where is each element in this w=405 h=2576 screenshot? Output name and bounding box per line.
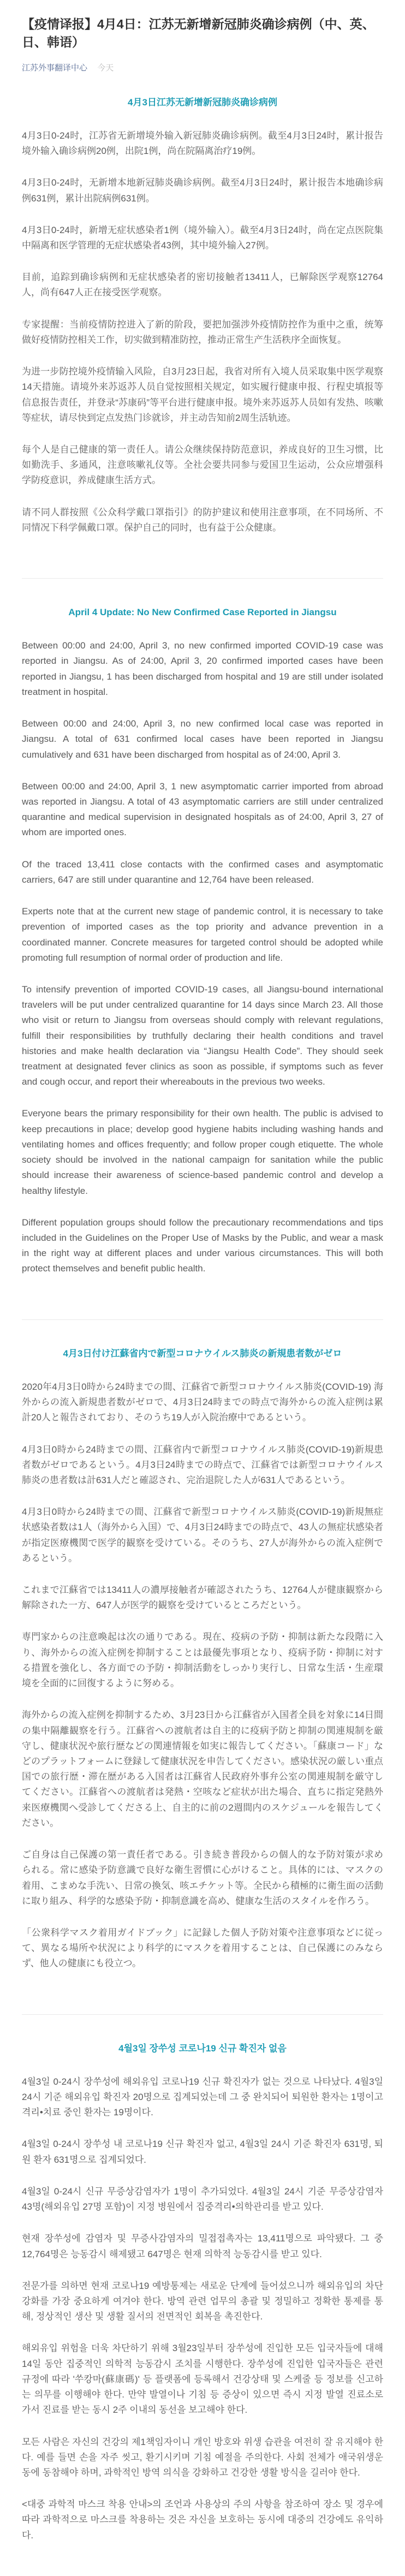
body-paragraph: 4月3日0-24时，无新增本地新冠肺炎确诊病例。截至4月3日24时，累计报告本地确诊病例631例，累计出院病例631例。 xyxy=(22,177,383,204)
article-section xyxy=(22,578,383,1277)
section-heading: 4月3日江苏无新增新冠肺炎确诊病例 xyxy=(128,97,277,108)
body-paragraph: 4月3日0時から24時までの間、江蘇省で新型コロナウイルス肺炎(COVID-19)新規無症状感染者数は1人（海外から入国）で、4月3日24時までの時点で、43人の無症状感染者が指定医療機関で医学的観察を受けている。そのうち、27人が海外からの流入症例であるという。 xyxy=(22,1507,383,1563)
body-paragraph: 현재 장쑤성에 감염자 및 무증사감염자의 밀접접촉자는 13,411명으로 파악됐다. 그 중 12,764명은 능동감시 해제됐고 647명은 현재 의학적 능동감시를 받고 있다. xyxy=(22,2233,383,2259)
body-paragraph: 2020年4月3日0時から24時までの間、江蘇省で新型コロナウイルス肺炎(COVID-19) 海外からの流入新規患者数がゼロで、4月3日24時までの時点で海外からの流入症例は累計20人と報告されており、そのうち19人が入院治療中であるという。 xyxy=(22,1381,383,1423)
article-section xyxy=(22,1319,383,1972)
body-paragraph: 4月3日0-24时，江苏省无新增境外输入新冠肺炎确诊病例。截至4月3日24时，累计报告境外输入确诊病例20例，出院1例，尚在院隔离治疗19例。 xyxy=(22,130,383,157)
body-paragraph: 4月3日0時から24時までの間、江蘇省内で新型コロナウイルス肺炎(COVID-19)新規患者数がゼロであるという。4月3日24時までの時点で、江蘇省では新型コロナウイルス肺炎の患者数は計631人だと確認され、完治退院した人が631人であるという。 xyxy=(22,1444,383,1485)
section-paragraphs xyxy=(22,1379,383,1972)
body-paragraph: Different population groups should follow the precautionary recommendations and tips included in the Guidelines on the Proper Use of Masks by the Public, and wear a mask in the right way at different places and under various circumstances. This will both protect themselves and benefit public health. xyxy=(22,1217,383,1274)
body-paragraph: 「公衆科学マスク着用ガイドブック」に記録した個人予防対策や注意事項などに従って、異なる場所や状況により科学的にマスクを着用することは、自己保護にのみならず、他人の健康にも役立つ。 xyxy=(22,1927,383,1969)
body-paragraph: ご自身は自己保護の第一責任者である。引き続き普段からの個人的な予防対策が求められる。常に感染予防意識で良好な衛生習慣に心がけること。具体的には、マスクの着用、こまめな手洗い、日常の換気、咳エチケット等。全民から積極的に衛生面の活動に取り組み、科学的な感染予防・抑制意識を高め、健康な生活のスタイルを作ろう。 xyxy=(22,1849,383,1906)
section-heading: 4月3日付け江蘇省内で新型コロナウイルス肺炎の新規患者数がゼロ xyxy=(63,1348,342,1359)
body-paragraph: 전문가를 의하면 현재 코로나19 예방통제는 새로운 단계에 들어섰으니까 해외유입의 차단 강화를 가장 중요하게 여겨야 한다. 방역 관련 업무의 총괄 및 정밀하고 정확한 통제를 통해, 정상적인 생산 및 생활 질서의 전면적인 회복을 촉진한다. xyxy=(22,2280,383,2322)
section-divider xyxy=(22,2014,383,2015)
body-paragraph: Everyone bears the primary responsibility for their own health. The public is advised to keep precautions in place; develop good hygiene habits including washing hands and ventilating homes and offices frequently; and follow proper cough etiquette. The whole society should be involved in the national campaign for sanitation while the public should increase their awareness of science-based pandemic control and develop a healthy lifestyle. xyxy=(22,1108,383,1196)
byline xyxy=(22,62,383,73)
body-paragraph: 4월3일 0-24시 장쑤성 내 코로나19 신규 확진자 없고, 4월3일 24시 기준 확진자 631명, 퇴원 환자 631명으로 집계되었다. xyxy=(22,2139,383,2165)
section-heading: 4월3일 장쑤성 코로나19 신규 확진자 없음 xyxy=(118,2043,287,2054)
body-paragraph: Experts note that at the current new stage of pandemic control, it is necessary to take prevention of imported cases as the top priority and advance prevention in a coordinated manner. Concrete measures for targeted control should be adopted while promoting full resumption of normal order of production and life. xyxy=(22,906,383,963)
body-paragraph: Between 00:00 and 24:00, April 3, no new confirmed imported COVID-19 case was reported in Jiangsu. As of 24:00, April 3, 20 confirmed imported cases have been reported in Jiangsu, 1 has been discharged from hospital and 19 are still under isolated treatment in hospital. xyxy=(22,640,383,697)
body-paragraph: 为进一步防控境外疫情输入风险，自3月23日起，我省对所有入境人员采取集中医学观察14天措施。请境外来苏返苏人员自觉按照相关规定，如实履行健康申报、行程史填报等信息报告责任，并登录“苏康码”等平台进行健康申报。境外来苏返苏人员如有发热、咳嗽等症状，请尽快到定点发热门诊就诊，并主动告知前2周生活轨迹。 xyxy=(22,366,383,423)
body-paragraph: 4월3일 0-24시 신규 무증상감염자가 1명이 추가되었다. 4월3일 24시 기준 무증상감염자 43명(해외유입 27명 포함)이 지정 병원에서 집중격리•의학관리를 받고 있다. xyxy=(22,2186,383,2212)
article-section xyxy=(22,95,383,536)
body-paragraph: 4월3일 0-24시 장쑤성에 해외유입 코로나19 신규 확진자가 없는 것으로 나타났다. 4월3일 24시 기준 해외유입 확진자 20명으로 집계되었는데 그 중 완치되어 퇴원한 환자는 1명이고 격리•치료 중인 환자는 19명이다. xyxy=(22,2076,383,2118)
section-heading: April 4 Update: No New Confirmed Case Reported in Jiangsu xyxy=(68,607,337,618)
body-paragraph: 海外からの流入症例を抑制するため、3月23日から江蘇省が入国者全員を対象に14日間の集中隔離観察を行う。江蘇省への渡航者は自主的に疫病予防と抑制の関連規制を厳守し、健康状況や旅行歴などの関連情報を如実に報告してください。「蘇康コード」などのプラットフォームに登録して健康状況を申告してください。感染状況の厳しい重点国での旅行歴・滞在歴がある入国者は江蘇省人民政府外事弁公室の関連規制を厳守してください。江蘇省への渡航者は発熱・空咳など症状が出た場合、直ちに指定発熱外来医療機関へ受診してくださる上、自主的に前の2週間内のスケジュールを報告してください。 xyxy=(22,1710,383,1828)
body-paragraph: Between 00:00 and 24:00, April 3, no new confirmed local case was reported in Jiangsu. A total of 631 confirmed local cases have been reported in Jiangsu cumulatively and 631 have been discharged from hospital as of 24:00, April 3. xyxy=(22,718,383,760)
body-paragraph: Between 00:00 and 24:00, April 3, 1 new asymptomatic carrier imported from abroad was reported in Jiangsu. A total of 43 asymptomatic carriers are still under centralized quarantine and medical supervision in designated hospitals as of 24:00, April 3, 27 of whom are imported ones. xyxy=(22,781,383,838)
section-divider xyxy=(22,578,383,579)
body-paragraph: Of the traced 13,411 close contacts with the confirmed cases and asymptomatic carriers, 647 are still under quarantine and 12,764 have been released. xyxy=(22,859,383,885)
article-title: 【疫情译报】4月4日：江苏无新增新冠肺炎确诊病例（中、英、日、韩语） xyxy=(22,17,375,50)
body-paragraph: これまで江蘇省では13411人の濃厚接触者が確認されたうち、12764人が健康観察から解除された一方、647人が医学的観察を受けているところだという。 xyxy=(22,1585,383,1611)
body-paragraph: 모든 사람은 자신의 건강의 제1책임자이니 개인 방호와 위생 습관을 여전히 잘 유지해야 한다. 예를 들면 손을 자주 씻고, 환기시키며 기침 예절을 주의한다. 사회 전체가 애국위생운동에 동참해야 하며, 과학적인 방역 의식을 강화하고 건강한 생활 방식을 길러야 한다. xyxy=(22,2436,383,2478)
body-paragraph: 4月3日0-24时，新增无症状感染者1例（境外输入）。截至4月3日24时，尚在定点医院集中隔离和医学管理的无症状感染者43例，其中境外输入27例。 xyxy=(22,224,383,251)
body-paragraph: <대중 과학적 마스크 착용 안내>의 조언과 사용상의 주의 사항을 참조하여 장소 및 경우에 따라 과학적으로 마스크를 착용하는 것은 자신을 보호하는 동시에 대중의 건강에도 유익하다. xyxy=(22,2499,383,2541)
section-divider xyxy=(22,1319,383,1320)
publish-date: 今天 xyxy=(97,63,114,73)
body-paragraph: 专家提醒：当前疫情防控进入了新的阶段，要把加强涉外疫情防控作为重中之重，统筹做好疫情防控相关工作，切实做到精准防控，推动正常生产生活秩序全面恢复。 xyxy=(22,319,383,345)
section-paragraphs xyxy=(22,128,383,536)
body-paragraph: 해외유입 위험을 더욱 차단하기 위해 3월23일부터 장쑤성에 진입한 모든 입국자들에 대해 14일 동안 집중적인 의학적 능동감시 조치를 시행한다. 장쑤성에 진입한 입국자들은 관련 규정에 따라 '쑤캉마(蘇康碼)' 등 플랫폼에 등록해서 건강상태 및 스케줄 등 정보를 신고하는 의무를 이행해야 한다. 만약 발열이나 기침 등 증상이 있으면 즉시 지정 발열 진료소로 가서 진료를 받는 동시 2주 이내의 동선을 보고해야 한다. xyxy=(22,2343,383,2416)
account-name-link[interactable]: 江苏外事翻译中心 xyxy=(22,63,88,73)
section-paragraphs xyxy=(22,638,383,1276)
body-paragraph: 请不同人群按照《公众科学戴口罩指引》的防护建议和使用注意事项，在不同场所、不同情况下科学佩戴口罩。保护自己的同时，也有益于公众健康。 xyxy=(22,507,383,533)
body-paragraph: To intensify prevention of imported COVID-19 cases, all Jiangsu-bound international travelers will be put under centralized quarantine for 14 days since March 23. All those who visit or return to Jiangsu from overseas should comply with relevant regulations, fulfill their responsibilities by truthfully declaring their health conditions and travel histories and make health declaration via “Jiangsu Health Code”. They should seek treatment at designated fever clinics as soon as possible, if symptoms such as fever and cough occur, and report their whereabouts in the previous two weeks. xyxy=(22,984,383,1087)
body-paragraph: 専門家からの注意喚起は次の通りである。現在、疫病の予防・抑制は新たな段階に入り、海外からの流入症例を抑制することは最優先事項となり、疫病予防・抑制に対する措置を強化し、各方面での予防・抑制活動をしっかり実行し、日常な生活・生産環境を全面的に回復するように努める。 xyxy=(22,1632,383,1689)
body-paragraph: 每个人是自己健康的第一责任人。请公众继续保持防范意识，养成良好的卫生习惯，比如勤洗手、多通风，注意咳嗽礼仪等。全社会要共同参与爱国卫生运动，公众应增强科学防疫意识，养成健康生活方式。 xyxy=(22,444,383,486)
article-body xyxy=(22,95,383,2543)
body-paragraph: 目前，追踪到确诊病例和无症状感染者的密切接触者13411人，已解除医学观察12764人，尚有647人正在接受医学观察。 xyxy=(22,272,383,298)
article-section xyxy=(22,2014,383,2543)
section-paragraphs xyxy=(22,2074,383,2543)
